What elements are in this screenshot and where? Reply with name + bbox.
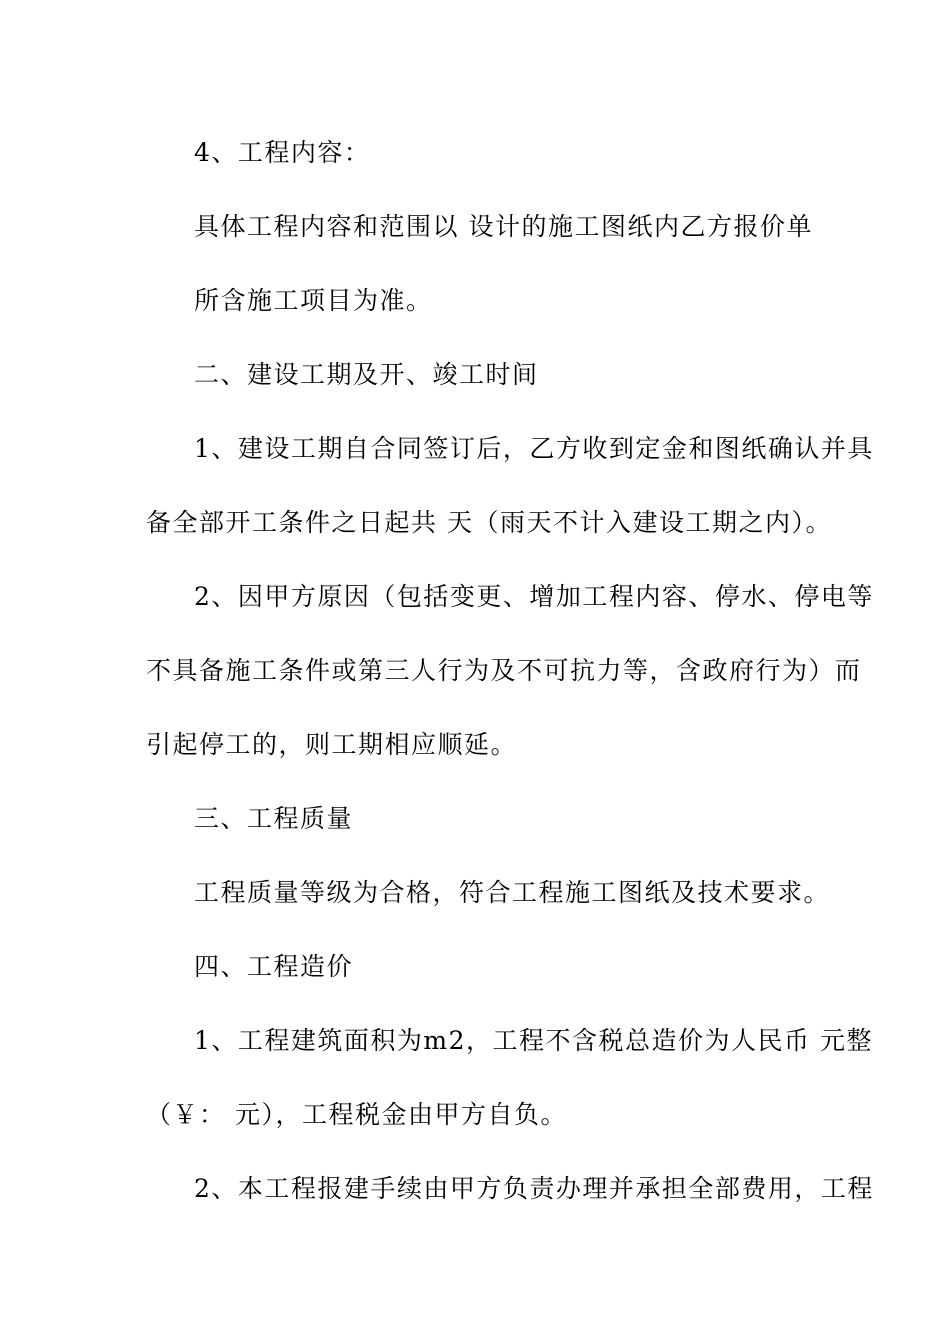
section-heading-3: 三、工程质量 <box>194 804 354 833</box>
paragraph-line: 2、因甲方原因（包括变更、增加工程内容、停水、停电等 <box>194 582 874 611</box>
paragraph-line: 所含施工项目为准。 <box>194 286 433 315</box>
section-item-4-heading: 4、工程内容： <box>194 138 371 167</box>
section-heading-2: 二、建设工期及开、竣工时间 <box>194 360 539 389</box>
paragraph-line: 具体工程内容和范围以 设计的施工图纸内乙方报价单 <box>194 212 813 241</box>
paragraph-line: 工程质量等级为合格，符合工程施工图纸及技术要求。 <box>194 878 831 907</box>
paragraph-line: 1、建设工期自合同签订后，乙方收到定金和图纸确认并具 <box>194 434 874 463</box>
paragraph-line: 1、工程建筑面积为m2，工程不含税总造价为人民币 元整 <box>194 1026 873 1055</box>
paragraph-line: 引起停工的，则工期相应顺延。 <box>146 730 518 759</box>
section-heading-4: 四、工程造价 <box>194 952 354 981</box>
paragraph-line: 不具备施工条件或第三人行为及不可抗力等，含政府行为）而 <box>146 656 862 685</box>
paragraph-line: 备全部开工条件之日起共 天（雨天不计入建设工期之内）。 <box>146 508 832 537</box>
paragraph-line: （￥： 元），工程税金由甲方自负。 <box>146 1100 567 1129</box>
paragraph-line: 2、本工程报建手续由甲方负责办理并承担全部费用，工程 <box>194 1174 874 1203</box>
